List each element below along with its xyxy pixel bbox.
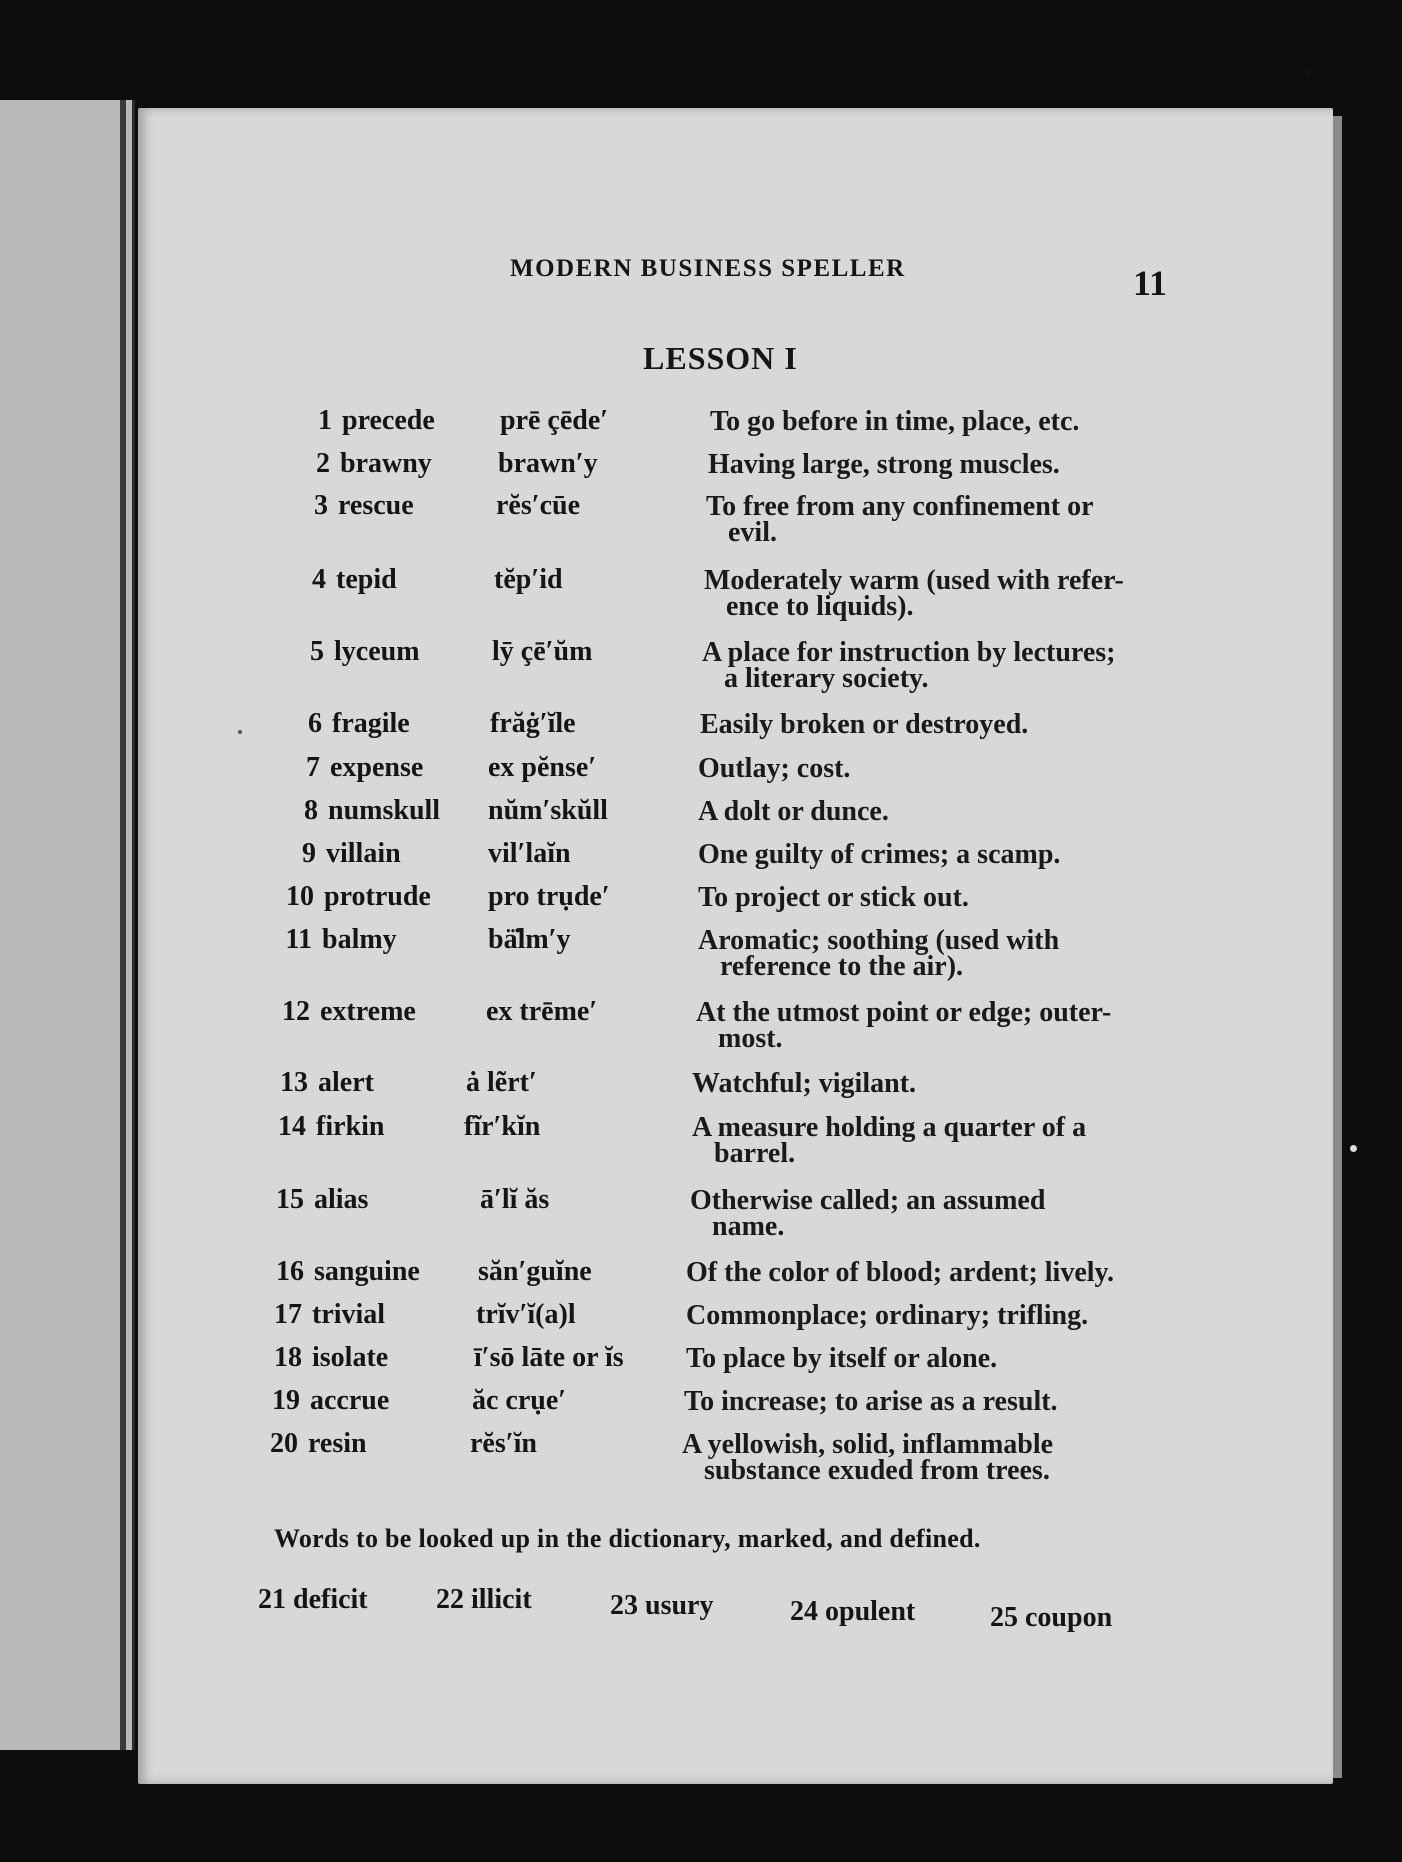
lookup-word (790, 1596, 915, 1628)
entry-definition (696, 997, 1156, 1054)
entry-word: accrue (310, 1385, 390, 1416)
lookup-word (258, 1584, 368, 1616)
book-spine (120, 100, 126, 1750)
entry-pronunciation: lȳ çē′ŭm (492, 636, 593, 667)
entry-number: 7 (306, 752, 320, 783)
definition-line: A measure holding a quarter of a (692, 1112, 1087, 1143)
entry-word: resin (308, 1428, 367, 1459)
entry-number: 9 (302, 838, 316, 869)
entry-definition (686, 1257, 1146, 1288)
entry-word: alert (318, 1067, 374, 1098)
page-edge-shadow (1333, 116, 1342, 1778)
definition-line: Having large, strong muscles. (708, 449, 1060, 480)
entry-word: villain (326, 838, 401, 869)
entry-definition (700, 709, 1160, 740)
definition-line: To place by itself or alone. (686, 1343, 998, 1374)
entry-definition (698, 796, 1158, 827)
entry-number: 5 (310, 636, 324, 667)
definition-continuation: reference to the air). (720, 951, 964, 982)
lookup-word-number: 24 (790, 1596, 818, 1627)
entry-number: 10 (286, 881, 314, 912)
lookup-instructions: Words to be looked up in the dictionary, marked, and defined. (274, 1524, 981, 1553)
entry-pronunciation: ī′sō lāte or ĭs (474, 1342, 624, 1373)
entry-word: lyceum (334, 636, 420, 667)
definition-line: Aromatic; soothing (used with (698, 925, 1060, 956)
entry-word: rescue (338, 490, 414, 521)
entry-word: brawny (340, 448, 432, 479)
definition-continuation: a literary society. (724, 663, 929, 694)
entry-number: 15 (276, 1184, 304, 1215)
page-number: 11 (1133, 263, 1168, 303)
lookup-word-text: coupon (1025, 1602, 1113, 1633)
entry-word: sanguine (314, 1256, 420, 1287)
definition-continuation: name. (712, 1211, 785, 1242)
entry-pronunciation: ex trēme′ (486, 996, 598, 1027)
left-facing-page (0, 100, 135, 1750)
entry-number: 13 (280, 1067, 308, 1098)
entry-definition (698, 753, 1158, 784)
entry-number: 20 (270, 1428, 298, 1459)
lookup-word (436, 1584, 532, 1616)
definition-line: Commonplace; ordinary; trifling. (686, 1300, 1089, 1331)
entry-number: 18 (274, 1342, 302, 1373)
entry-number: 16 (276, 1256, 304, 1287)
definition-line: Easily broken or destroyed. (700, 709, 1029, 740)
entry-definition (686, 1343, 1146, 1374)
entry-word: balmy (322, 924, 397, 955)
entry-pronunciation: trĭv′ĭ(a)l (476, 1299, 576, 1330)
entry-word: expense (330, 752, 424, 783)
entry-pronunciation: ā′lĭ ăs (480, 1184, 550, 1215)
entry-pronunciation: ȧ lẽrt′ (466, 1067, 537, 1098)
definition-continuation: substance exuded from trees. (704, 1455, 1050, 1486)
lookup-word-text: illicit (471, 1584, 532, 1615)
definition-line: Of the color of blood; ardent; lively. (686, 1257, 1114, 1288)
entry-number: 6 (308, 708, 322, 739)
entry-word: fragile (332, 708, 410, 739)
lookup-word-number: 22 (436, 1584, 464, 1615)
lookup-word-number: 23 (610, 1590, 638, 1621)
entry-word: trivial (312, 1299, 386, 1330)
lookup-word-text: deficit (293, 1584, 368, 1615)
definition-continuation: most. (718, 1023, 783, 1054)
entry-definition (692, 1112, 1152, 1169)
entry-pronunciation: bä̇lm′y (488, 924, 571, 955)
definition-line: A dolt or dunce. (698, 796, 889, 827)
entry-definition (710, 406, 1170, 437)
entry-definition (684, 1386, 1144, 1417)
definition-line: To free from any confinement or (706, 491, 1094, 522)
entry-number: 8 (304, 795, 318, 826)
entry-definition (704, 565, 1164, 622)
entry-word: extreme (320, 996, 416, 1027)
definition-line: Otherwise called; an assumed (690, 1185, 1046, 1216)
lookup-word (610, 1590, 713, 1622)
entry-word: numskull (328, 795, 441, 826)
entry-number: 19 (272, 1385, 300, 1416)
definition-line: To go before in time, place, etc. (710, 406, 1080, 437)
entry-definition (686, 1300, 1146, 1331)
lookup-word-number: 25 (990, 1602, 1018, 1633)
entry-pronunciation: nŭm′skŭll (488, 795, 608, 826)
entry-number: 14 (278, 1111, 306, 1142)
entry-number: 3 (314, 490, 328, 521)
definition-line: To increase; to arise as a result. (684, 1386, 1058, 1417)
lookup-word-text: usury (645, 1590, 714, 1621)
entry-pronunciation: prē çēde′ (500, 405, 609, 436)
entry-pronunciation: ăc crụe′ (472, 1385, 567, 1416)
entry-number: 17 (274, 1299, 302, 1330)
entry-word: tepid (336, 564, 397, 595)
entry-pronunciation: săn′guĭne (478, 1256, 592, 1287)
entry-definition (708, 449, 1168, 480)
entry-word: firkin (316, 1111, 385, 1142)
definition-continuation: evil. (728, 517, 777, 548)
entry-definition (698, 925, 1158, 982)
entry-pronunciation: brawn′y (498, 448, 598, 479)
entry-number: 2 (316, 448, 330, 479)
scan-speck (1350, 1145, 1357, 1152)
entry-number: 11 (285, 924, 312, 955)
lookup-word (990, 1602, 1112, 1634)
running-head: MODERN BUSINESS SPELLER (510, 255, 906, 282)
definition-line: A place for instruction by lectures; (702, 637, 1116, 668)
definition-line: Watchful; vigilant. (692, 1068, 917, 1099)
scan-speck (238, 730, 242, 734)
entry-word: isolate (312, 1342, 389, 1373)
entry-number: 1 (318, 405, 332, 436)
entry-pronunciation: frăġ′ĭle (490, 708, 576, 739)
scan-speck (1305, 70, 1310, 75)
entry-pronunciation: pro trụde′ (488, 881, 610, 912)
entry-number: 12 (282, 996, 310, 1027)
lookup-word-text: opulent (825, 1596, 916, 1627)
entry-definition (692, 1068, 1152, 1099)
definition-line: Outlay; cost. (698, 753, 851, 784)
lesson-title: LESSON I (643, 340, 798, 376)
entry-definition (690, 1185, 1150, 1242)
entry-definition (706, 491, 1166, 548)
entry-pronunciation: tĕp′id (494, 564, 563, 595)
entry-word: alias (314, 1184, 369, 1215)
entry-word: precede (342, 405, 435, 436)
entry-pronunciation: ex pĕnse′ (488, 752, 597, 783)
entry-number: 4 (312, 564, 326, 595)
definition-continuation: barrel. (714, 1138, 796, 1169)
entry-definition (698, 839, 1158, 870)
entry-pronunciation: rĕs′cūe (496, 490, 581, 521)
entry-pronunciation: vil′laĭn (488, 838, 571, 869)
entry-definition (702, 637, 1172, 694)
entry-definition (682, 1429, 1142, 1486)
definition-line: One guilty of crimes; a scamp. (698, 839, 1061, 870)
entry-pronunciation: fĩr′kĭn (464, 1111, 541, 1142)
lookup-word-number: 21 (258, 1584, 286, 1615)
definition-line: To project or stick out. (698, 882, 969, 913)
definition-line: Moderately warm (used with refer- (704, 565, 1124, 596)
definition-line: A yellowish, solid, inflammable (682, 1429, 1054, 1460)
entry-word: protrude (324, 881, 431, 912)
definition-continuation: ence to liquids). (726, 591, 914, 622)
entry-pronunciation: rĕs′ĭn (470, 1428, 537, 1459)
definition-line: At the utmost point or edge; outer- (696, 997, 1112, 1028)
entry-definition (698, 882, 1158, 913)
